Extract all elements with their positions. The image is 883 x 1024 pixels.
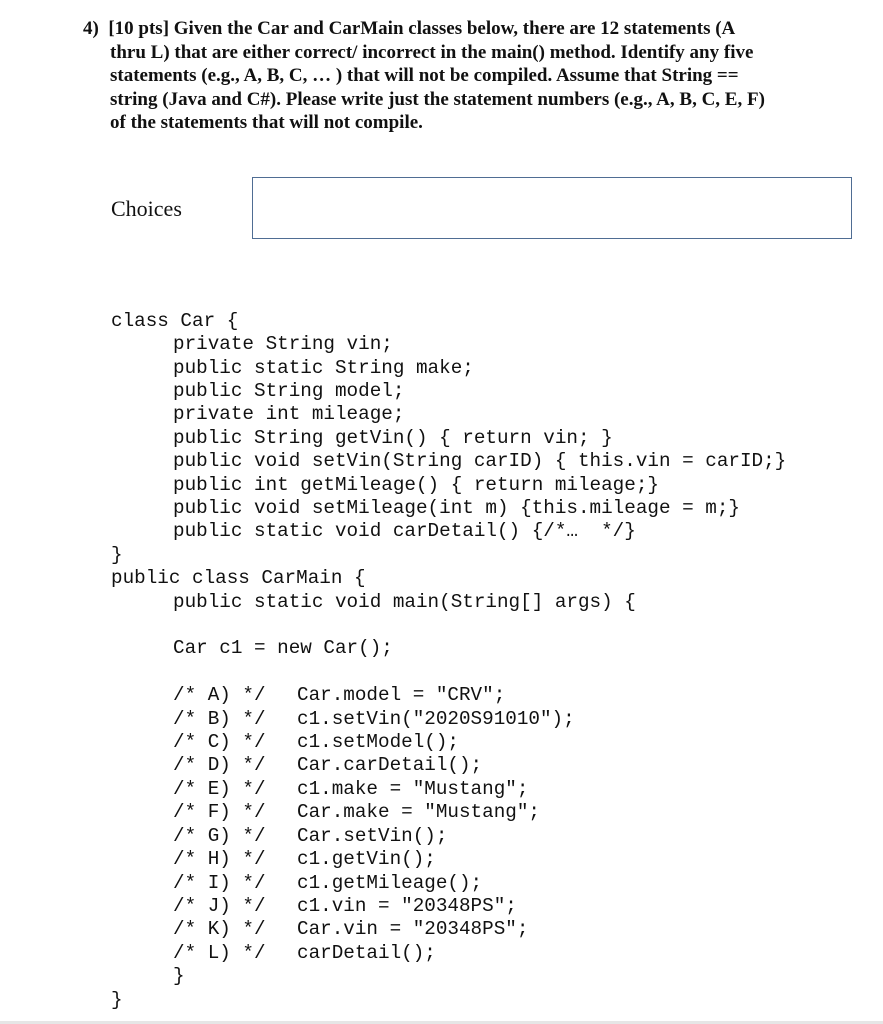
code-line-set-vin: public void setVin(String carID) { this.vin = carID;}: [173, 450, 787, 472]
statement-label: /* G) */: [173, 825, 266, 847]
statement-label: /* K) */: [173, 918, 266, 940]
code-line-class-carmain: public class CarMain {: [111, 567, 366, 589]
statement-code: Car.model = "CRV";: [297, 684, 506, 706]
code-line-class-car: class Car {: [111, 310, 239, 332]
statement-code: c1.setVin("2020S91010");: [297, 708, 575, 730]
statement-label: /* I) */: [173, 872, 266, 894]
code-line-main-signature: public static void main(String[] args) {: [173, 591, 636, 613]
choices-answer-input[interactable]: [252, 177, 852, 239]
statement-label: /* H) */: [173, 848, 266, 870]
code-line-class-car-close: }: [111, 544, 123, 566]
statement-code: Car.setVin();: [297, 825, 448, 847]
question-line: string (Java and C#). Please write just the statement numbers (e.g., A, B, C, E, F): [110, 88, 765, 110]
choices-label: Choices: [111, 196, 182, 221]
statement-code: Car.vin = "20348PS";: [297, 918, 529, 940]
question-line: 4) [10 pts] Given the Car and CarMain classes below, there are 12 statements (A: [83, 18, 736, 39]
code-line-class-carmain-close: }: [111, 989, 123, 1011]
question-line: thru L) that are either correct/ incorrect in the main() method. Identify any five: [110, 41, 754, 63]
statement-code: Car.make = "Mustang";: [297, 801, 540, 823]
code-line-field-mileage: private int mileage;: [173, 403, 405, 425]
statement-code: c1.vin = "20348PS";: [297, 895, 517, 917]
statement-code: c1.getVin();: [297, 848, 436, 870]
code-line-get-mileage: public int getMileage() { return mileage;}: [173, 474, 659, 496]
code-line-field-vin: private String vin;: [173, 333, 393, 355]
code-line-new-car: Car c1 = new Car();: [173, 637, 393, 659]
question-line: statements (e.g., A, B, C, … ) that will not be compiled. Assume that String ==: [110, 65, 739, 87]
statement-label: /* E) */: [173, 778, 266, 800]
statement-code: Car.carDetail();: [297, 754, 483, 776]
code-line-main-close: }: [173, 965, 185, 987]
statement-label: /* L) */: [173, 942, 266, 964]
statement-code: c1.setModel();: [297, 731, 459, 753]
statement-label: /* F) */: [173, 801, 266, 823]
question-line: of the statements that will not compile.: [110, 112, 423, 134]
code-line-get-vin: public String getVin() { return vin; }: [173, 427, 613, 449]
statement-label: /* J) */: [173, 895, 266, 917]
code-line-field-make: public static String make;: [173, 357, 474, 379]
code-line-car-detail: public static void carDetail() {/*… */}: [173, 520, 636, 542]
code-line-set-mileage: public void setMileage(int m) {this.mileage = m;}: [173, 497, 740, 519]
statement-label: /* A) */: [173, 684, 266, 706]
statement-code: c1.getMileage();: [297, 872, 483, 894]
statement-code: carDetail();: [297, 942, 436, 964]
code-line-field-model: public String model;: [173, 380, 405, 402]
statement-label: /* C) */: [173, 731, 266, 753]
statement-code: c1.make = "Mustang";: [297, 778, 529, 800]
statement-label: /* B) */: [173, 708, 266, 730]
question-text: [83, 17, 873, 135]
statement-label: /* D) */: [173, 754, 266, 776]
